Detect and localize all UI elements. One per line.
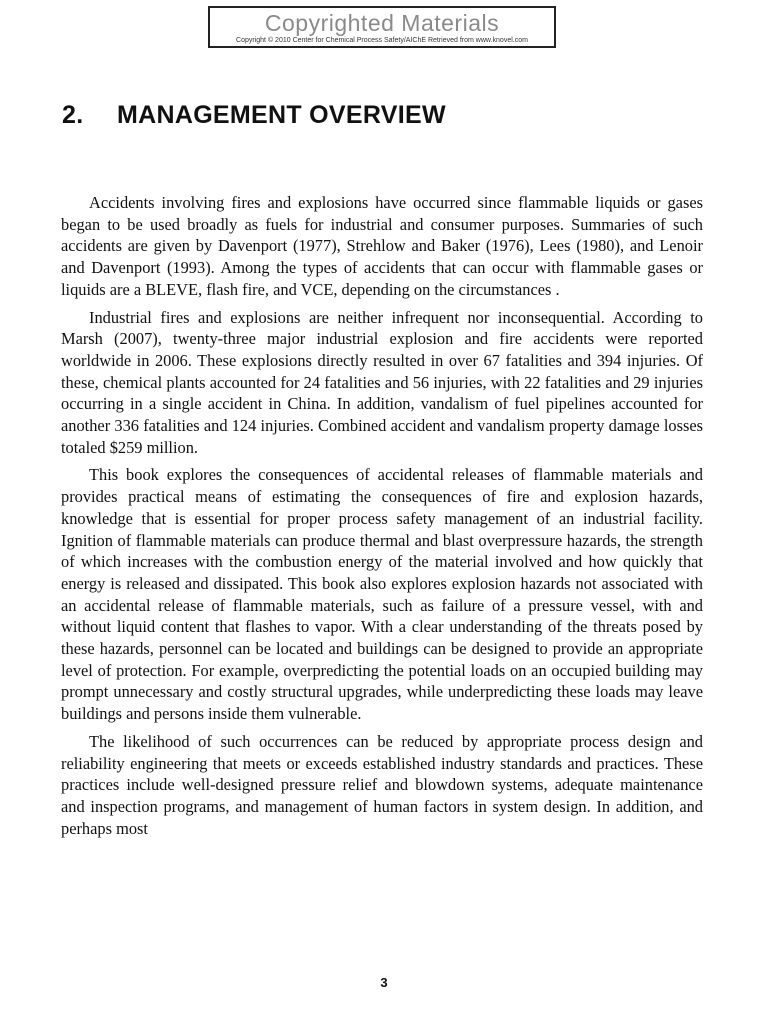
section-title: MANAGEMENT OVERVIEW [117, 101, 446, 129]
body-text [61, 192, 703, 845]
paragraph-3: This book explores the consequences of accidental releases of flammable materials and provides practical means of estimating the consequences of fire and explosion hazards, knowledge that is essential for proper process safety management of an industrial facility. Ignition of flammable materials can produce thermal and blast overpressure hazards, the strength of which increases with the combustion energy of the material involved and how quickly that energy is released and dissipated. This book also explores explosion hazards not associated with an accidental release of flammable materials, such as failure of a pressure vessel, with and without liquid content that flashes to vapor. With a clear understanding of the threats posed by these hazards, personnel can be located and buildings can be designed to provide an appropriate level of protection. For example, overpredicting the potential loads on an occupied building may prompt unnecessary and costly structural upgrades, while underpredicting these loads may leave buildings and persons inside them vulnerable. [61, 465, 703, 724]
section-number: 2. [62, 101, 84, 129]
paragraph-4: The likelihood of such occurrences can be reduced by appropriate process design and reliability engineering that meets or exceeds established industry standards and practices. These practices include well-designed pressure relief and blowdown systems, adequate maintenance and inspection programs, and management of human factors in system design. In addition, and perhaps most [61, 731, 703, 838]
page-number: 3 [380, 975, 388, 990]
paragraph-1: Accidents involving fires and explosions have occurred since flammable liquids or gases began to be used broadly as fuels for industrial and consumer purposes. Summaries of such accidents are given by Davenport (1977), Strehlow and Baker (1976), Lees (1980), and Lenoir and Davenport (1993). Among the types of accidents that can occur with flammable gases or liquids are a BLEVE, flash fire, and VCE, depending on the circumstances . [61, 193, 703, 299]
watermark-notice: Copyright © 2010 Center for Chemical Process Safety/AIChE Retrieved from www.knovel.com [236, 37, 528, 44]
copyright-watermark [208, 6, 556, 48]
watermark-title: Copyrighted Materials [264, 10, 500, 36]
paragraph-2: Industrial fires and explosions are neither infrequent nor inconsequential. According to Marsh (2007), twenty-three major industrial explosion and fire accidents were reported worldwide in 2006. These explosions directly resulted in over 67 fatalities and 394 injuries. Of these, chemical plants accounted for 24 fatalities and 56 injuries, with 22 fatalities and 29 injuries occurring in a single accident in China. In addition, vandalism of fuel pipelines accounted for another 336 fatalities and 124 injuries. Combined accident and vandalism property damage losses totaled $259 million. [61, 307, 703, 457]
section-heading [62, 98, 446, 132]
